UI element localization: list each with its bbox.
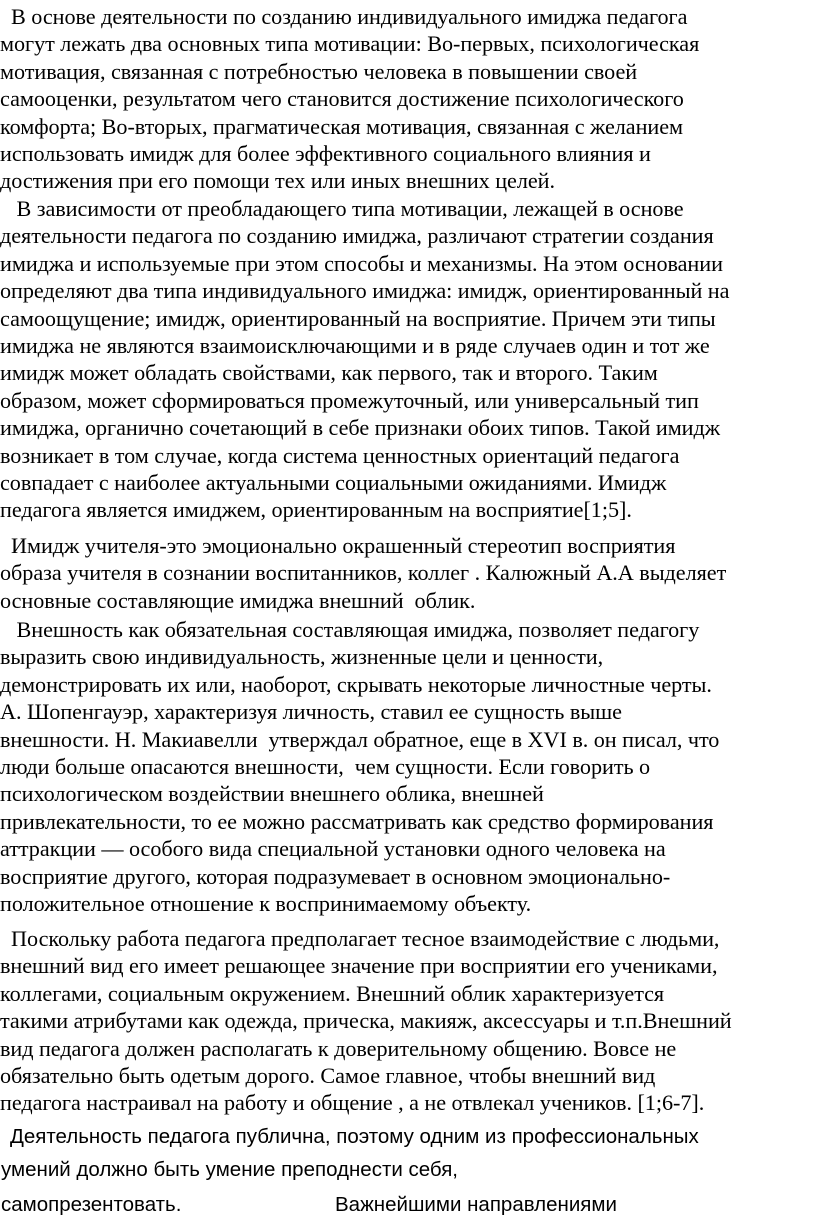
- paragraph-appearance: [0, 616, 816, 917]
- text-line: имиджа, органично сочетающий в себе признаки обоих типов. Такой имидж: [0, 415, 721, 441]
- text-line: внешний вид его имеет решающее значение при восприятии его учениками,: [0, 953, 718, 979]
- text-line: люди больше опасаются внешности, чем сущности. Если говорить о: [0, 754, 651, 780]
- paragraph-strategies: [0, 195, 816, 524]
- text-line: образом, может сформироваться промежуточный, или универсальный тип: [0, 387, 699, 413]
- text-line: совпадает с наиболее актуальными социальными ожиданиями. Имидж: [0, 470, 667, 496]
- text-line: демонстрировать их или, наоборот, скрывать некоторые личностные черты.: [0, 671, 712, 697]
- text-line: внешности. Н. Макиавелли утверждал обратное, еще в XVI в. он писал, что: [0, 726, 720, 752]
- paragraph-teacher-image: [0, 532, 816, 614]
- text-line: В зависимости от преобладающего типа мотивации, лежащей в основе: [0, 196, 684, 221]
- text-line: обязательно быть одетым дорого. Самое главное, чтобы внешний вид: [0, 1063, 656, 1089]
- text-line: образа учителя в сознании воспитанников, коллег . Калюжный А.А выделяет: [0, 560, 727, 586]
- text-line: вид педагога должен располагать к доверительному общению. Вовсе не: [0, 1035, 677, 1061]
- text-line: Поскольку работа педагога предполагает тесное взаимодействие с людьми,: [0, 926, 720, 951]
- text-line: деятельности педагога по созданию имиджа, различают стратегии создания: [0, 223, 714, 249]
- text-line: Внешность как обязательная составляющая имиджа, позволяет педагогу: [0, 617, 700, 642]
- sans-text-line: Важнейшими направлениями: [335, 1193, 617, 1216]
- text-line: педагога настраивал на работу и общение , а не отвлекал учеников. [1;6-7].: [0, 1090, 705, 1116]
- text-line: такими атрибутами как одежда, прическа, макияж, аксессуары и т.п.Внешний: [0, 1008, 732, 1034]
- text-line: самоощущение; имидж, ориентированный на восприятие. Причем эти типы: [0, 305, 716, 331]
- text-line: педагога является имиджем, ориентированным на восприятие[1;5].: [0, 497, 632, 523]
- text-line: комфорта; Во-вторых, прагматическая мотивация, связанная с желанием: [0, 113, 684, 139]
- text-line: выразить свою индивидуальность, жизненные цели и ценности,: [0, 644, 604, 670]
- text-line: могут лежать два основных типа мотивации: Во-первых, психологическая: [0, 31, 700, 57]
- paragraph-interaction: [0, 925, 816, 1117]
- text-line: самооценки, результатом чего становится достижение психологического: [0, 86, 684, 112]
- text-line: достижения при его помощи тех или иных внешних целей.: [0, 168, 555, 194]
- text-line: имидж может обладать свойствами, как первого, так и второго. Таким: [0, 360, 658, 386]
- sans-text-line: Деятельность педагога публична, поэтому одним из профессиональных: [10, 1125, 699, 1148]
- text-line: коллегами, социальным окружением. Внешний облик характеризуется: [0, 980, 665, 1006]
- text-line: восприятие другого, которая подразумевает в основном эмоционально-: [0, 863, 671, 889]
- text-line: В основе деятельности по созданию индивидуального имиджа педагога: [0, 4, 688, 29]
- text-line: определяют два типа индивидуального имиджа: имидж, ориентированный на: [0, 278, 730, 304]
- text-line: привлекательности, то ее можно рассматривать как средство формирования: [0, 808, 714, 834]
- sans-text-line: самопрезентовать.: [1, 1193, 182, 1216]
- text-line: Имидж учителя-это эмоционально окрашенный стереотип восприятия: [0, 533, 676, 558]
- sans-text-line: умений должно быть умение преподнести себя,: [1, 1158, 458, 1181]
- text-line: аттракции — особого вида специальной установки одного человека на: [0, 836, 666, 862]
- text-line: возникает в том случае, когда система ценностных ориентаций педагога: [0, 442, 680, 468]
- text-line: мотивация, связанная с потребностью человека в повышении своей: [0, 58, 638, 84]
- text-line: основные составляющие имиджа внешний облик.: [0, 587, 476, 613]
- text-line: имиджа и используемые при этом способы и механизмы. На этом основании: [0, 250, 723, 276]
- paragraph-motivation: [0, 3, 816, 195]
- text-line: имиджа не являются взаимоисключающими и в ряде случаев один и тот же: [0, 333, 710, 359]
- text-line: психологическом воздействии внешнего облика, внешней: [0, 781, 544, 807]
- text-line: использовать имидж для более эффективного социального влияния и: [0, 141, 651, 167]
- text-line: положительное отношение к воспринимаемому объекту.: [0, 891, 532, 917]
- text-line: А. Шопенгауэр, характеризуя личность, ставил ее сущность выше: [0, 699, 622, 725]
